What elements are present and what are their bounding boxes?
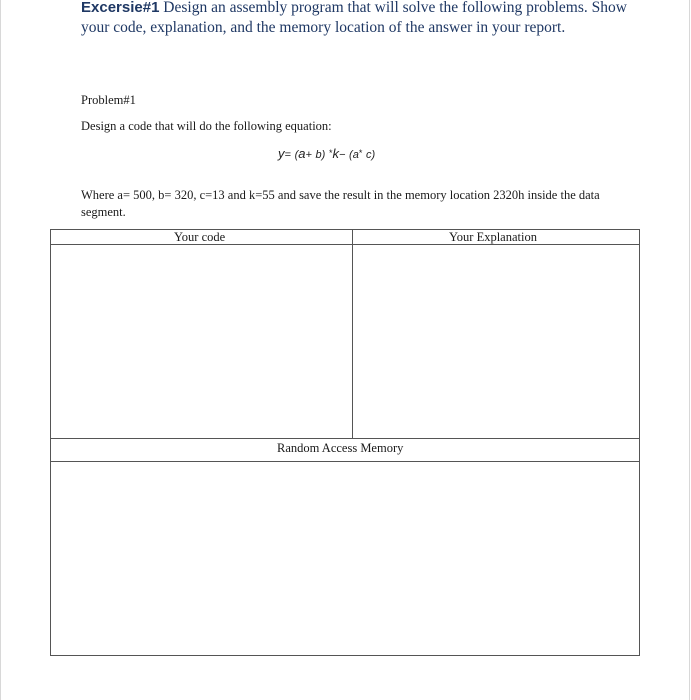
your-code-cell[interactable] bbox=[51, 245, 351, 437]
eq-minus: − bbox=[338, 149, 346, 161]
your-explanation-cell[interactable] bbox=[353, 245, 639, 437]
eq-multiply-2: * bbox=[358, 148, 363, 158]
ram-cell[interactable] bbox=[51, 462, 639, 655]
eq-c-close: c) bbox=[365, 149, 376, 161]
eq-multiply-1: * bbox=[328, 148, 333, 158]
eq-plus: + bbox=[305, 149, 312, 161]
your-explanation-header: Your Explanation bbox=[449, 230, 537, 244]
eq-open-a: (a bbox=[349, 149, 359, 161]
page-left-edge bbox=[0, 0, 1, 700]
eq-close-paren: ) bbox=[321, 149, 326, 161]
exercise-heading bbox=[81, 0, 641, 37]
page-right-edge bbox=[689, 0, 690, 700]
eq-equals: = bbox=[284, 149, 291, 161]
eq-lhs: y bbox=[278, 146, 285, 161]
ram-header-top-divider bbox=[50, 438, 640, 439]
equation bbox=[278, 146, 375, 161]
eq-k: k bbox=[332, 146, 339, 161]
given-values: Where a= 500, b= 320, c=13 and k=55 and save the result in the memory location 2320h inside the data segment. bbox=[81, 188, 600, 219]
eq-open-paren: ( bbox=[294, 149, 299, 161]
problem-description: Design a code that will do the following equation: bbox=[81, 119, 332, 133]
your-code-header: Your code bbox=[174, 230, 226, 244]
eq-a: a bbox=[298, 146, 306, 161]
eq-b: b bbox=[315, 149, 322, 161]
exercise-instructions: Design an assembly program that will solve the following problems. Show your code, explanation, and the memory location of the answer in your report. bbox=[81, 0, 627, 36]
ram-header: Random Access Memory bbox=[277, 441, 404, 455]
problem-label: Problem#1 bbox=[81, 93, 136, 107]
exercise-label: Excersie#1 bbox=[81, 0, 160, 16]
